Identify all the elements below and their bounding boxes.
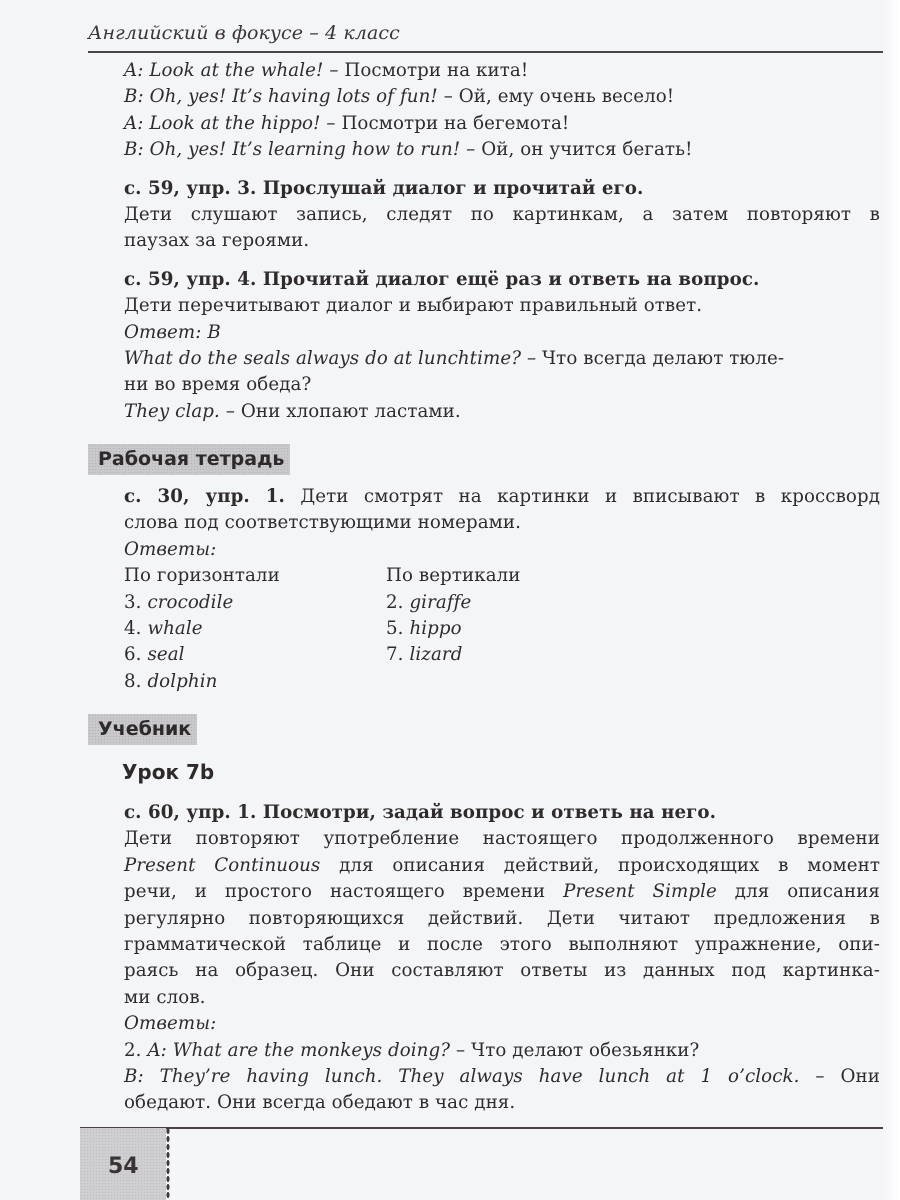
footer-rule (80, 1127, 883, 1129)
dialogue-ru: – Ой, он учится бегать! (460, 139, 693, 161)
dialogue-en: B: Oh, yes! It’s having lots of fun! (124, 86, 438, 108)
running-head: Английский в фокусе – 4 класс (88, 22, 400, 44)
paragraph-line: грамматической таблице и после этого выполняют упражнение, опи- (124, 934, 880, 956)
answer-item (124, 590, 386, 616)
section-badge-textbook: Учебник (88, 714, 197, 745)
exercise-4 (124, 267, 880, 425)
question-line (124, 346, 880, 372)
answer-label: Ответ: B (124, 321, 221, 343)
answer-item (124, 642, 386, 668)
dialogue-line (124, 137, 880, 163)
reply-ru: – Они хлопают ластами. (219, 400, 461, 422)
exercise-title: с. 60, упр. 1. Посмотри, задай вопрос и ответь на него. (124, 802, 717, 823)
textbook-section (124, 800, 880, 1117)
across-label: По горизонтали (124, 565, 280, 587)
dialogue-line (124, 58, 880, 84)
exercise-text: Дети слушают запись, следят по картинкам, а затем повторяют в (124, 204, 880, 226)
answer-line (124, 1064, 880, 1090)
dialogue-ru: – Посмотри на кита! (323, 60, 529, 81)
answer-word: giraffe (409, 591, 472, 613)
answer-num: 2. (386, 591, 410, 613)
answers-label: Ответы: (124, 1013, 217, 1035)
answer-word: dolphin (147, 670, 218, 692)
exercise-text: паузах за героями. (124, 230, 310, 252)
across-column (124, 563, 386, 695)
reply-en: They clap. (124, 400, 220, 422)
paragraph-line: ми слов. (124, 986, 206, 1008)
page-content (124, 58, 880, 425)
dialogue-line (124, 84, 880, 110)
paragraph-line: Дети повторяют употребление настоящего продолженного времени (124, 828, 880, 850)
dialogue (124, 58, 880, 164)
paragraph-line (124, 853, 880, 879)
answer-word: crocodile (147, 591, 234, 613)
page-edge-shadow (884, 0, 900, 1200)
term: Present Simple (563, 881, 717, 903)
answer-word: whale (147, 618, 203, 640)
workbook-section (124, 484, 880, 695)
answer-num: 2. (124, 1039, 148, 1061)
dialogue-line (124, 111, 880, 137)
header-rule (88, 51, 883, 53)
answer-num: 4. (124, 618, 148, 640)
answers-label: Ответы: (124, 538, 217, 560)
paragraph-text: для описания действий, происходящих в момент (320, 854, 880, 876)
paragraph-line (124, 879, 880, 905)
down-label: По вертикали (386, 565, 521, 587)
answer-en: B: They’re having lunch. They always have lunch at 1 o’clock. (124, 1066, 800, 1088)
exercise-ref: с. 30, упр. 1. (124, 486, 285, 507)
exercise-title: с. 59, упр. 3. Прослушай диалог и прочитай его. (124, 177, 644, 199)
answer-num: 8. (124, 670, 148, 692)
answer-word: seal (147, 644, 185, 666)
paragraph-text: для описания (716, 881, 880, 903)
answer-word: hippo (409, 618, 462, 640)
down-column (386, 563, 521, 695)
answer-line-cont: обедают. Они всегда обедают в час дня. (124, 1092, 516, 1114)
dialogue-ru: – Посмотри на бегемота! (320, 112, 570, 134)
question-en: What do the seals always do at lunchtime? (124, 348, 522, 370)
dialogue-en: A: Look at the whale! (124, 60, 324, 81)
answer-word: lizard (409, 644, 463, 666)
question-line-cont: ни во время обеда? (124, 374, 312, 396)
answer-item (124, 669, 386, 695)
crossword-answers (124, 563, 880, 695)
answer-ru: – Что делают обезьянки? (450, 1039, 700, 1061)
paragraph-line: регулярно повторяющихся действий. Дети читают предложения в (124, 907, 880, 929)
answer-num: 3. (124, 591, 148, 613)
reply-line (124, 399, 880, 425)
exercise-text: Дети перечитывают диалог и выбирают правильный ответ. (124, 295, 703, 317)
lesson-title: Урок 7b (122, 760, 215, 784)
workbook-text-2: слова под соответствующими номерами. (124, 512, 522, 534)
workbook-text (124, 484, 880, 510)
section-badge-workbook: Рабочая тетрадь (88, 444, 290, 475)
answer-num: 6. (124, 644, 148, 666)
dialogue-ru: – Ой, ему очень весело! (437, 86, 675, 108)
dialogue-en: B: Oh, yes! It’s learning how to run! (124, 139, 461, 161)
exercise-3 (124, 176, 880, 255)
exercise-title: с. 59, упр. 4. Прочитай диалог ещё раз и ответь на вопрос. (124, 268, 760, 290)
answer-ru: – Они (799, 1066, 880, 1088)
dotted-divider (166, 1127, 170, 1200)
answer-item (386, 642, 521, 668)
answer-line (124, 1038, 880, 1064)
question-ru: – Что всегда делают тюле- (521, 348, 785, 370)
answer-en: A: What are the monkeys doing? (147, 1039, 451, 1061)
answer-item (124, 616, 386, 642)
page-number: 54 (108, 1154, 139, 1179)
answer-item (386, 616, 521, 642)
dialogue-en: A: Look at the hippo! (124, 112, 321, 134)
answer-item (386, 590, 521, 616)
paragraph-text: речи, и простого настоящего времени (124, 881, 564, 903)
term: Present Continuous (124, 854, 321, 876)
answer-num: 7. (386, 644, 410, 666)
paragraph-line: раясь на образец. Они составляют ответы из данных под картинка- (124, 960, 880, 982)
answer-num: 5. (386, 618, 410, 640)
workbook-text-1: Дети смотрят на картинки и вписывают в кроссворд (285, 486, 881, 507)
